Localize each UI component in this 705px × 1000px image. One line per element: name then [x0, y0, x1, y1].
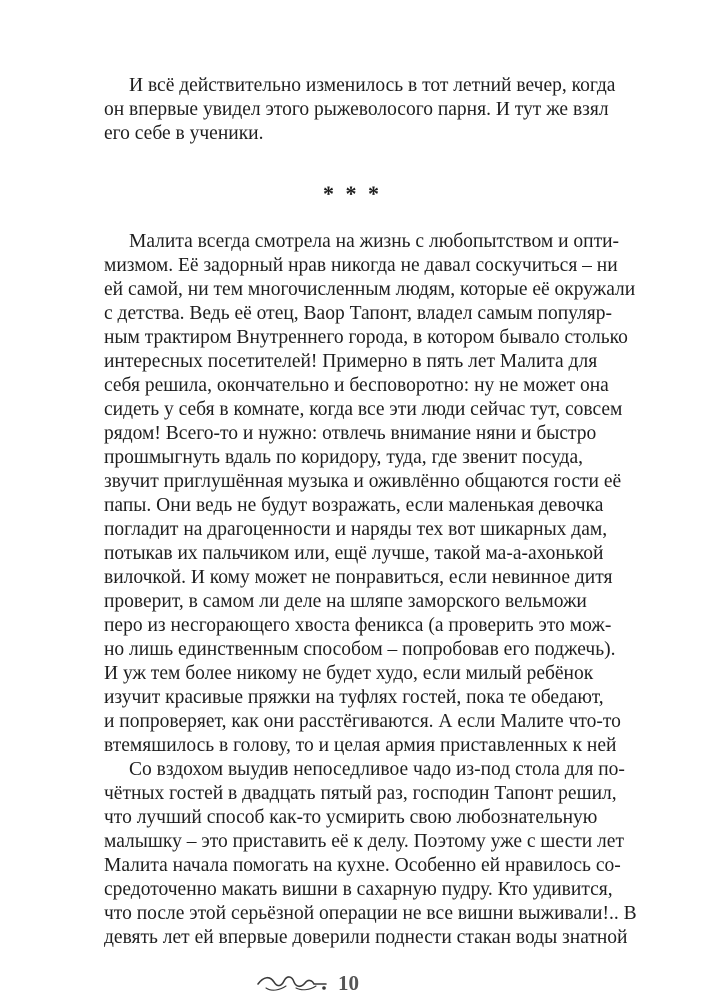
text-line: мизмом. Её задорный нрав никогда не давал соскучиться – ни [104, 255, 618, 276]
text-line: звучит приглушённая музыка и оживлённо общаются гости её [104, 471, 622, 492]
text-line: с детства. Ведь её отец, Ваор Тапонт, владел самым популяр- [104, 303, 612, 324]
text-line: сидеть у себя в комнате, когда все эти люди сейчас тут, совсем [104, 399, 623, 420]
text-line: средоточенно макать вишни в сахарную пудру. Кто удивится, [104, 879, 613, 900]
text-line: рядом! Всего-то и нужно: отвлечь внимание няни и быстро [104, 423, 597, 444]
text-line: изучит красивые пряжки на туфлях гостей, пока те обедают, [104, 687, 604, 708]
text-line: потыкав их пальчиком или, ещё лучше, такой ма-а-ахонькой [104, 543, 604, 564]
text-line: малышку – это приставить её к делу. Поэтому уже с шести лет [104, 831, 624, 852]
section-separator: * * * [323, 181, 382, 206]
text-line: И всё действительно изменилось в тот летний вечер, когда [129, 75, 616, 96]
text-line: погладит на драгоценности и наряды тех вот шикарных дам, [104, 519, 608, 540]
text-line: что после этой серьёзной операции не все вишни выживали!.. В [104, 903, 637, 924]
text-line: Малита всегда смотрела на жизнь с любопытством и опти- [129, 231, 620, 252]
text-line: папы. Они ведь не будут возражать, если маленькая девочка [104, 495, 604, 516]
page-footer [0, 970, 705, 1000]
page-number: 10 [338, 971, 359, 995]
text-line: проверит, в самом ли деле на шляпе заморского вельможи [104, 591, 587, 612]
text-line: Малита начала помогать на кухне. Особенно ей нравилось со- [104, 855, 621, 876]
text-line: девять лет ей впервые доверили поднести стакан воды знатной [104, 927, 628, 948]
text-line: И уж тем более никому не будет худо, если милый ребёнок [104, 663, 594, 684]
text-line: но лишь единственным способом – попробовав его поджечь). [104, 639, 616, 660]
text-line: и попроверяет, как они расстёгиваются. А если Малите что-то [104, 711, 621, 732]
text-line: что лучший способ как-то усмирить свою любознательную [104, 807, 598, 828]
text-line: интересных посетителей! Примерно в пять лет Малита для [104, 351, 598, 372]
text-line: его себе в ученики. [104, 123, 264, 144]
text-line: вилочкой. И кому может не понравиться, если невинное дитя [104, 567, 613, 588]
text-line: ным трактиром Внутреннего города, в котором бывало столько [104, 327, 628, 348]
flourish-icon [256, 972, 330, 994]
text-line: перо из несгорающего хвоста феникса (а проверить это мож- [104, 615, 612, 636]
text-line: чётных гостей в двадцать пятый раз, господин Тапонт решил, [104, 783, 617, 804]
text-line: ей самой, ни тем многочисленным людям, которые её окружали [104, 279, 636, 300]
text-line: он впервые увидел этого рыжеволосого парня. И тут же взял [104, 99, 609, 120]
text-line: прошмыгнуть вдаль по коридору, туда, где звенит посуда, [104, 447, 583, 468]
text-line: втемяшилось в голову, то и целая армия приставленных к ней [104, 735, 617, 756]
text-line: себя решила, окончательно и бесповоротно: ну не может она [104, 375, 609, 396]
text-line: Со вздохом выудив непоседливое чадо из-под стола для по- [129, 759, 625, 780]
